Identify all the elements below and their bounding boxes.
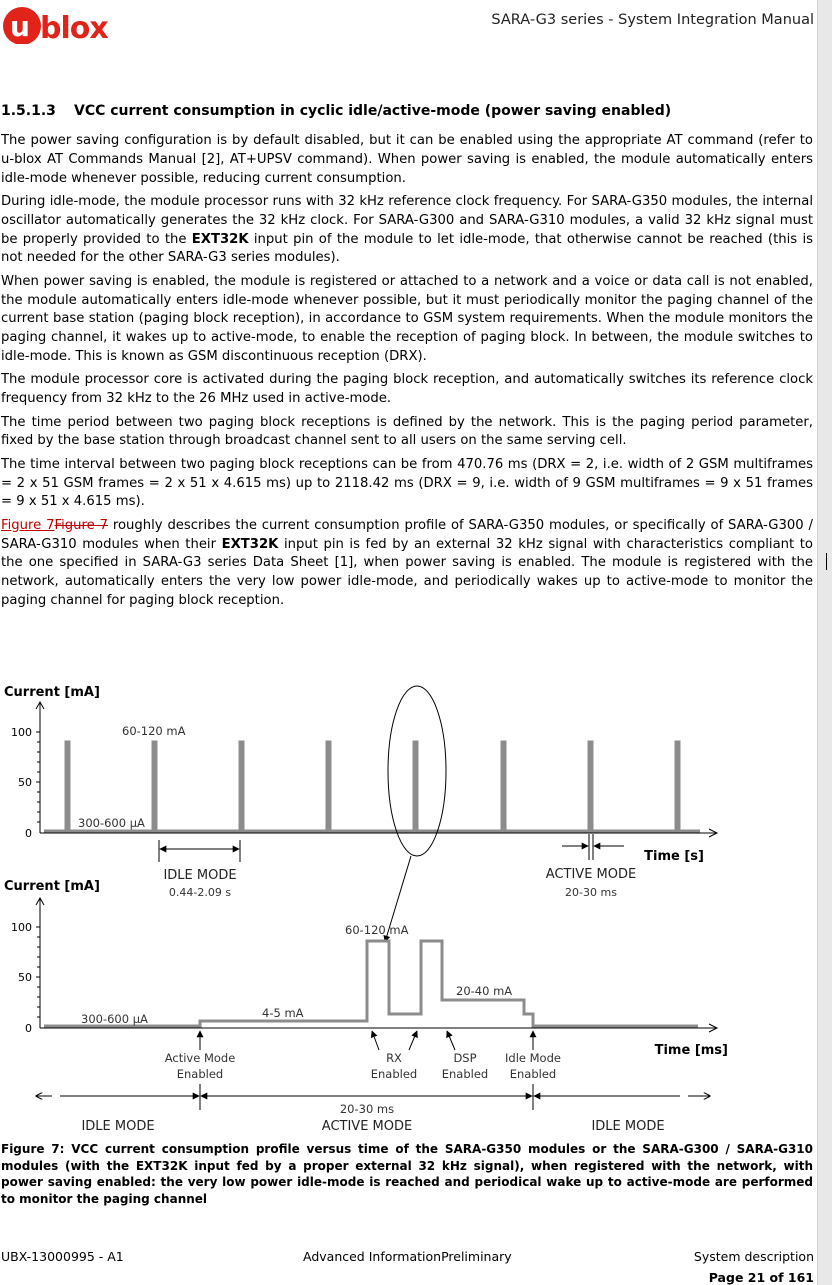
dsp-enabled-arrow — [447, 1031, 455, 1050]
event-idle-line1: Idle Mode — [505, 1051, 561, 1065]
event-rx-line1: RX — [386, 1051, 402, 1065]
top-y-tick-50: 50 — [18, 776, 32, 789]
figure-link-deleted[interactable]: Figure 7 — [54, 517, 108, 533]
pin-name: EXT32K — [221, 536, 279, 552]
rx-enabled-arrow — [372, 1031, 379, 1050]
active-mid-label: ACTIVE MODE — [321, 1119, 413, 1134]
footer-chapter: System description — [693, 1249, 814, 1264]
svg-text:blox: blox — [40, 11, 108, 44]
paragraph: The time period between two paging block receptions is defined by the network. This is the paging period parameter, fixed by the base station through broadcast channel sent to all users on the same serving cell. — [1, 414, 813, 449]
top-y-tick-100: 100 — [11, 726, 32, 739]
paragraph: The module processor core is activated during the paging block reception, and automatically switches its reference clock frequency from 32 kHz to the 26 MHz used in active-mode. — [1, 372, 813, 407]
idle-left-label: IDLE MODE — [81, 1119, 155, 1134]
level-20-40-label: 20-40 mA — [456, 984, 513, 998]
figure-caption: Figure 7: VCC current consumption profile versus time of the SARA-G350 modules or the SARA-G300 / SARA-G310 modules (with the EXT32K input fed by a proper external 32 kHz signal), when registered with the network, with power saving enabled: the very low power idle-mode is reached and periodical wake up to active-mode are performed to monitor the paging channel — [1, 1142, 813, 1206]
event-dsp-line1: DSP — [453, 1051, 477, 1065]
bottom-y-tick-50: 50 — [18, 971, 32, 984]
paragraph-text: input pin is fed by an external 32 kHz signal with characteristics compliant to the one specified in SARA-G3 series Data Sheet [1], when power saving is enabled. The module is registered with the network, automatically enters the very low power idle-mode, and periodically wakes up to active-mode to monitor the paging channel for paging block reception. — [1, 536, 814, 608]
top-chart — [4, 685, 717, 942]
event-active-line2: Enabled — [176, 1067, 224, 1081]
paragraph-text: input pin of the module to let idle-mode, that otherwise cannot be reached (this is not needed for the other SARA-G3 series modules). — [1, 231, 813, 266]
bottom-chart — [4, 879, 728, 1134]
event-idle-line2: Enabled — [509, 1067, 557, 1081]
top-idle-value: 0.44-2.09 s — [168, 886, 232, 899]
footer-page-number: Page 21 of 161 — [708, 1270, 814, 1285]
paragraph — [1, 517, 813, 611]
bottom-y-tick-0: 0 — [25, 1022, 32, 1035]
footer-status: Advanced InformationPreliminary — [303, 1249, 512, 1264]
paragraph-text: During idle-mode, the module processor runs with 32 kHz reference clock frequency. For SARA-G350 modules, the internal oscillator automatically generates the 32 kHz clock. For SARA-G300 and SARA-G310 modules, a valid 32 kHz signal must be properly provided to the — [1, 193, 813, 247]
change-bar — [826, 553, 827, 570]
idle-right-label: IDLE MODE — [591, 1119, 665, 1134]
top-idle-label: IDLE MODE — [163, 868, 237, 883]
rx-enabled-arrow-2 — [409, 1031, 417, 1050]
paragraph — [1, 193, 813, 268]
section-heading — [1, 103, 671, 119]
section-title: VCC current consumption in cyclic idle/active-mode (power saving enabled) — [74, 103, 672, 119]
current-profile-figure — [0, 675, 740, 1139]
level-4-5-label: 4-5 mA — [262, 1006, 304, 1020]
event-active-line1: Active Mode — [164, 1051, 236, 1065]
top-base-label: 300-600 µA — [78, 816, 145, 830]
top-x-axis-title: Time [s] — [644, 849, 704, 864]
header-title: SARA-G3 series - System Integration Manual — [491, 12, 814, 28]
figure-link[interactable]: Figure 7 — [1, 517, 55, 533]
level-peak-label: 60-120 mA — [345, 923, 409, 937]
bottom-y-axis-title: Current [mA] — [4, 879, 100, 894]
paragraph: The power saving configuration is by default disabled, but it can be enabled using the appropriate AT command (refer to u-blox AT Commands Manual [2], AT+UPSV command). When power saving is enabled, the module automatically enters idle-mode whenever possible, reducing current consumption. — [1, 133, 813, 186]
paragraph: The time interval between two paging block receptions can be from 470.76 ms (DRX = 2, i.e. width of 2 GSM multiframes = 2 x 51 GSM frames = 2 x 51 x 4.615 ms) up to 2118.42 ms (DRX = 9, i.e. width of 9 GSM multiframes = 9 x 51 frames = 9 x 51 x 4.615 ms). — [1, 456, 813, 510]
bottom-base-label: 300-600 µA — [81, 1012, 148, 1026]
top-y-tick-0: 0 — [25, 827, 32, 840]
page-edge — [817, 0, 832, 1285]
top-active-label: ACTIVE MODE — [545, 867, 637, 882]
bottom-y-tick-100: 100 — [11, 921, 32, 934]
svg-text:u: u — [10, 10, 30, 43]
event-rx-line2: Enabled — [370, 1067, 418, 1081]
bottom-x-axis-title: Time [ms] — [654, 1043, 728, 1058]
section-number: 1.5.1.3 — [1, 103, 56, 119]
ublox-logo — [0, 6, 128, 44]
footer-doc-id: UBX-13000995 - A1 — [1, 1249, 124, 1264]
event-dsp-line2: Enabled — [441, 1067, 489, 1081]
top-peak-label: 60-120 mA — [122, 724, 186, 738]
pin-name: EXT32K — [191, 231, 249, 247]
active-span-value: 20-30 ms — [339, 1102, 395, 1116]
paragraph-text: roughly describes the current consumption profile of SARA-G350 modules, or specifically of SARA-G300 / SARA-G310 modules when their — [1, 517, 813, 552]
top-active-value: 20-30 ms — [565, 886, 617, 899]
paragraph: When power saving is enabled, the module is registered or attached to a network and a voice or data call is not enabled, the module automatically enters idle-mode whenever possible, but it must periodically monitor the paging channel of the current base station (paging block reception), in accordance to GSM system requirements. When the module monitors the paging channel, it wakes up to active-mode, to enable the reception of paging block. In between, the module switches to idle-mode. This is known as GSM discontinuous reception (DRX). — [1, 273, 813, 364]
body-text — [1, 132, 813, 615]
top-y-axis-title: Current [mA] — [4, 685, 100, 700]
